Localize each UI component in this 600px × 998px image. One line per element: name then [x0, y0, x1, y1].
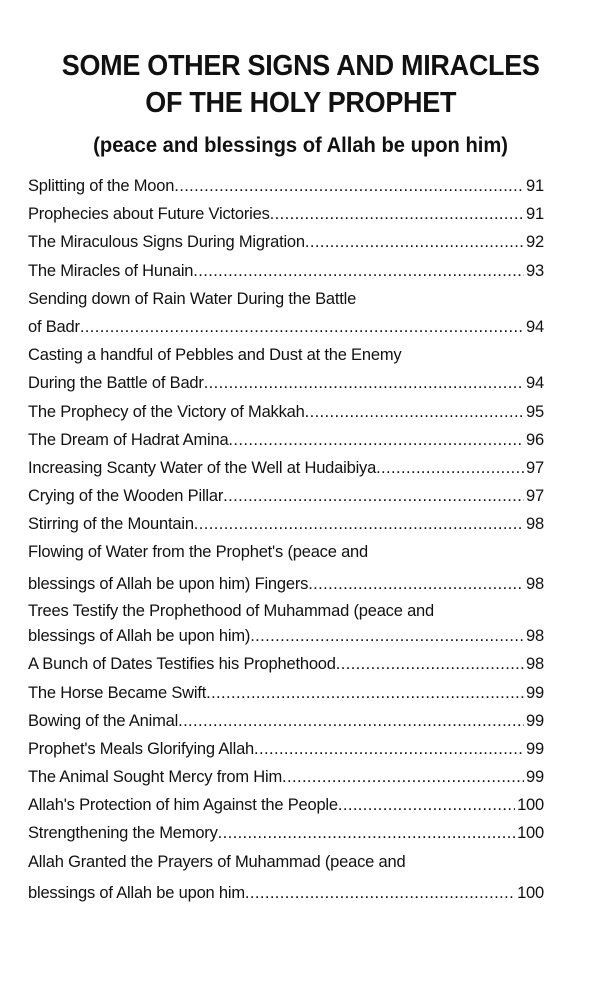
toc-entry-title: Strengthening the Memory [28, 824, 218, 843]
dot-leader [308, 567, 524, 601]
toc-entry-title: The Animal Sought Mercy from Him [28, 768, 283, 787]
dot-leader [218, 819, 515, 847]
toc-entry-page: 91 [526, 205, 544, 224]
table-of-contents [28, 172, 544, 910]
toc-entry-page: 100 [517, 796, 544, 815]
toc-entry-page: 91 [526, 177, 544, 195]
toc-entry-page: 95 [526, 402, 544, 421]
toc-entry-title: Bowing of the Animal [28, 711, 179, 730]
toc-entry-continuation [28, 369, 544, 397]
dot-leader [305, 228, 524, 256]
dot-leader [254, 735, 524, 763]
toc-entry-title: Trees Testify the Prophethood of Muhammad (peace and [28, 601, 435, 620]
toc-entry [28, 538, 544, 566]
toc-entry-page: 98 [526, 627, 544, 646]
toc-entry [28, 791, 544, 819]
toc-entry [28, 601, 544, 623]
dot-leader [178, 707, 524, 735]
dot-leader [250, 622, 524, 650]
toc-entry [28, 285, 544, 313]
toc-entry [28, 707, 544, 735]
toc-entry-title: Stirring of the Mountain [28, 515, 194, 534]
dot-leader [305, 398, 524, 426]
toc-entry-page: 96 [526, 430, 544, 449]
toc-entry [28, 228, 544, 256]
toc-entry-page: 94 [526, 317, 544, 336]
toc-entry-title: Prophecies about Future Victories [28, 205, 270, 224]
toc-entry-page: 99 [526, 683, 544, 702]
toc-entry-title-cont: blessings of Allah be upon him) Fingers [28, 574, 309, 593]
toc-entry-page: 99 [526, 711, 544, 730]
toc-entry-page: 94 [526, 374, 544, 393]
dot-leader [338, 791, 515, 819]
toc-entry-page: 100 [517, 883, 544, 902]
dot-leader [193, 257, 524, 285]
dot-leader [376, 454, 524, 482]
toc-entry-page: 93 [526, 261, 544, 280]
toc-entry-title: Allah Granted the Prayers of Muhammad (peace and [28, 852, 406, 871]
toc-entry-title: The Miracles of Hunain [28, 261, 194, 280]
toc-entry-title: A Bunch of Dates Testifies his Prophethood [28, 655, 336, 674]
toc-entry-title: Sending down of Rain Water During the Battle [28, 289, 357, 308]
toc-entry-title: Casting a handful of Pebbles and Dust at the Enemy [28, 346, 402, 365]
toc-entry-page: 98 [526, 655, 544, 674]
toc-entry-page: 98 [526, 515, 544, 534]
toc-entry [28, 482, 544, 510]
toc-entry-title: Allah's Protection of him Against the People [28, 796, 338, 815]
toc-entry-title: The Prophecy of the Victory of Makkah [28, 402, 305, 421]
toc-entry [28, 510, 544, 538]
toc-entry-continuation [28, 876, 544, 910]
toc-entry-title: The Miraculous Signs During Migration [28, 233, 305, 252]
toc-entry-title-cont: blessings of Allah be upon him [28, 883, 245, 902]
toc-entry-title-cont: blessings of Allah be upon him) [28, 627, 251, 646]
dot-leader [174, 172, 524, 200]
toc-entry [28, 650, 544, 678]
dot-leader [80, 313, 524, 341]
toc-entry-title-cont: During the Battle of Badr [28, 374, 204, 393]
toc-entry [28, 679, 544, 707]
toc-entry-page: 97 [526, 487, 544, 506]
toc-entry-title: Flowing of Water from the Prophet's (peace and [28, 543, 369, 562]
toc-entry [28, 257, 544, 285]
toc-entry-title: The Dream of Hadrat Amina [28, 430, 229, 449]
dot-leader [270, 200, 524, 228]
toc-entry [28, 341, 544, 369]
toc-entry [28, 426, 544, 454]
dot-leader [206, 679, 524, 707]
dot-leader [223, 482, 524, 510]
dot-leader [194, 510, 524, 538]
toc-entry [28, 735, 544, 763]
toc-entry-page: 92 [526, 233, 544, 252]
toc-entry [28, 763, 544, 791]
dot-leader [336, 650, 524, 678]
toc-entry [28, 454, 544, 482]
page-subtitle: (peace and blessings of Allah be upon him) [93, 134, 509, 157]
dot-leader [245, 876, 515, 910]
page-title-line-1: SOME OTHER SIGNS AND MIRACLES [61, 50, 540, 82]
toc-entry [28, 172, 544, 200]
toc-entry-title-cont: of Badr [28, 317, 80, 336]
toc-entry-title: Splitting of the Moon [28, 177, 175, 195]
toc-entry-page: 100 [517, 824, 544, 843]
dot-leader [282, 763, 524, 791]
toc-entry [28, 200, 544, 228]
toc-entry [28, 398, 544, 426]
dot-leader [204, 369, 524, 397]
toc-entry [28, 848, 544, 876]
toc-entry-page: 98 [526, 574, 544, 593]
toc-entry-page: 97 [526, 458, 544, 477]
toc-entry-page: 99 [526, 739, 544, 758]
toc-entry-continuation [28, 567, 544, 601]
toc-entry-page: 99 [526, 768, 544, 787]
toc-entry-title: Increasing Scanty Water of the Well at Hudaibiya [28, 458, 377, 477]
toc-entry [28, 819, 544, 847]
toc-entry-continuation [28, 622, 544, 650]
dot-leader [228, 426, 524, 454]
page-title-line-2: OF THE HOLY PROPHET [145, 87, 457, 119]
toc-entry-title: Prophet's Meals Glorifying Allah [28, 739, 255, 758]
toc-entry-title: The Horse Became Swift [28, 683, 207, 702]
toc-entry-continuation [28, 313, 544, 341]
toc-entry-title: Crying of the Wooden Pillar [28, 487, 224, 506]
